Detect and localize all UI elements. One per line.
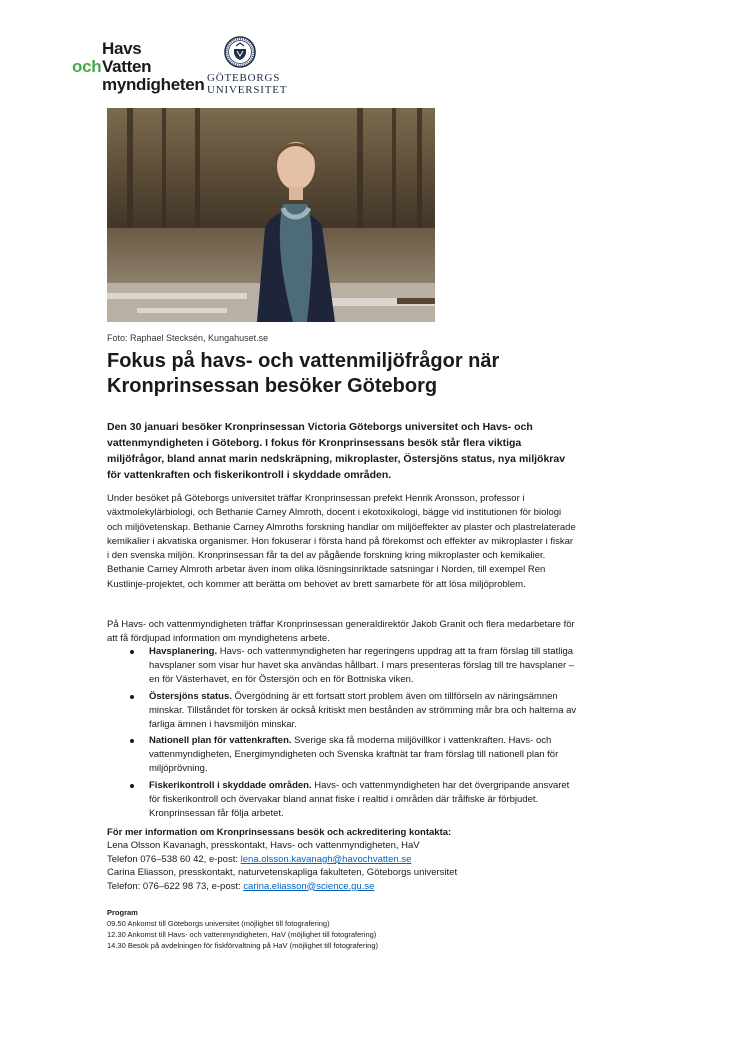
- gu-logo-text: [207, 72, 288, 96]
- topic-list: [107, 645, 577, 824]
- list-item-text: Övergödning är ett fortsatt stort problem även om tillförseln av näringsämnen minskar. Tillståndet för torsken är också kritiskt men bestånden av strömming mår bra och halterna av farliga ämnen i havsmiljön minskar.: [149, 690, 577, 730]
- bullet-icon: [130, 650, 134, 654]
- list-item: [107, 645, 577, 687]
- list-item-title: Östersjöns status.: [149, 690, 232, 702]
- list-item-text: Sverige ska få moderna miljövillkor i vattenkraften. Havs- och vattenmyndigheten, Energimyndigheten och Svenska kraftnät tar fram förslag till nationell plan för miljöprövning.: [149, 735, 559, 775]
- body-paragraph-1: Under besöket på Göteborgs universitet träffar Kronprinsessan prefekt Henrik Aronsson, professor i växtmolekylärbiologi, och Bethanie Carney Almroth, docent i ekotoxikologi, bägge vid institutionen för biologi och miljövetenskap. Bethanie Carney Almroths forskning handlar om miljöeffekter av plaster och plastrelaterade kemikalier i akvatiska organismer. Hon fokuserar i första hand på förekomst och effekter av mikroplaster i fiskar i den svenska miljön. Kronprinsessan får ta del av pågående forskning kring mikroplaster och kemikalier. Bethanie Carney Almroth arbetar även inom olika lösningsinriktade satsningar i Norden, till exempel Ren Kustlinje-projektet, och kommer att berätta om behovet av brett samarbete för att lösa miljöproblem.: [107, 493, 576, 590]
- press-release-title: Fokus på havs- och vattenmiljöfrågor när Kronprinsessan besöker Göteborg: [107, 350, 500, 397]
- contact-line-2: [107, 853, 457, 866]
- gu-seal-icon: [224, 36, 256, 68]
- logo-havs: Havs: [102, 39, 142, 58]
- list-item: [107, 734, 577, 776]
- program-item: 09.50 Ankomst till Göteborgs universitet (möjlighet till fotografering): [107, 919, 330, 928]
- gu-line-1: GÖTEBORGS: [207, 72, 281, 84]
- photo-caption: Foto: Raphael Stecksén, Kungahuset.se: [107, 333, 269, 343]
- program-heading: Program: [107, 908, 138, 917]
- portrait-photo: [107, 108, 435, 322]
- contact-line-1: Lena Olsson Kavanagh, presskontakt, Havs- och vattenmyndigheten, HaV: [107, 840, 420, 852]
- list-item-title: Havsplanering.: [149, 646, 218, 657]
- phone-text-2: Telefon: 076–622 98 73, e-post:: [107, 880, 244, 892]
- body-paragraph-2: På Havs- och vattenmyndigheten träffar Kronprinsessan generaldirektör Jakob Granit och flera medarbetare för att få fördjupad information om myndighetens arbete.: [107, 619, 575, 645]
- list-item: [107, 779, 577, 821]
- program-block: [107, 907, 378, 951]
- bullet-icon: [130, 695, 134, 699]
- email-link-1[interactable]: lena.olsson.kavanagh@havochvatten.se: [240, 853, 412, 865]
- program-item: 14.30 Besök på avdelningen för fiskförvaltning på HaV (möjlighet till fotografering): [107, 941, 378, 950]
- bullet-icon: [130, 784, 134, 788]
- logo-och: och: [72, 57, 102, 76]
- list-item: [107, 690, 577, 732]
- list-item-title: Nationell plan för vattenkraften.: [149, 735, 292, 747]
- list-item-title: Fiskerikontroll i skyddade områden.: [149, 780, 312, 792]
- contact-block: [107, 826, 457, 893]
- contact-line-4: [107, 880, 457, 893]
- bullet-icon: [130, 739, 134, 743]
- contact-line-3: Carina Eliasson, presskontakt, naturvetenskapliga fakulteten, Göteborgs universitet: [107, 867, 458, 879]
- list-item-text: Havs- och vattenmyndigheten har regeringens uppdrag att ta fram förslag till statliga havsplaner som visar hur havet ska användas hållbart. I mars presenteras förslag till tre havsplaner – en för Västerhavet, en för Östersjön och en för Bottniska viken.: [149, 646, 575, 685]
- logo-myndigheten: myndigheten: [102, 75, 205, 94]
- program-item: 12.30 Ankomst till Havs- och vattenmyndigheten, HaV (möjlighet till fotografering): [107, 930, 377, 939]
- phone-text-1: Telefon 076–538 60 42, e-post:: [107, 853, 241, 865]
- email-link-2[interactable]: carina.eliasson@science.gu.se: [243, 880, 375, 892]
- list-item-text: Havs- och vattenmyndigheten har det övergripande ansvaret för fiskerikontroll och övervakar bland annat fiske i realtid i områden där trålfiske är förbjudet. Kronprinsessan får följa arbetet.: [149, 780, 570, 819]
- gu-line-2: UNIVERSITET: [207, 84, 288, 96]
- logo-vatten: Vatten: [102, 57, 152, 76]
- lead-paragraph: Den 30 januari besöker Kronprinsessan Victoria Göteborgs universitet och Havs- och vattenmyndigheten i Göteborg. I fokus för Kronprinsessans besök står flera viktiga miljöfrågor, bland annat marin nedskräpning, mikroplaster, Östersjöns status, nya miljökrav för vattenkraften och fiskerikontroll i skyddade områden.: [107, 421, 566, 481]
- contact-heading: För mer information om Kronprinsessans besök och ackreditering kontakta:: [107, 827, 452, 838]
